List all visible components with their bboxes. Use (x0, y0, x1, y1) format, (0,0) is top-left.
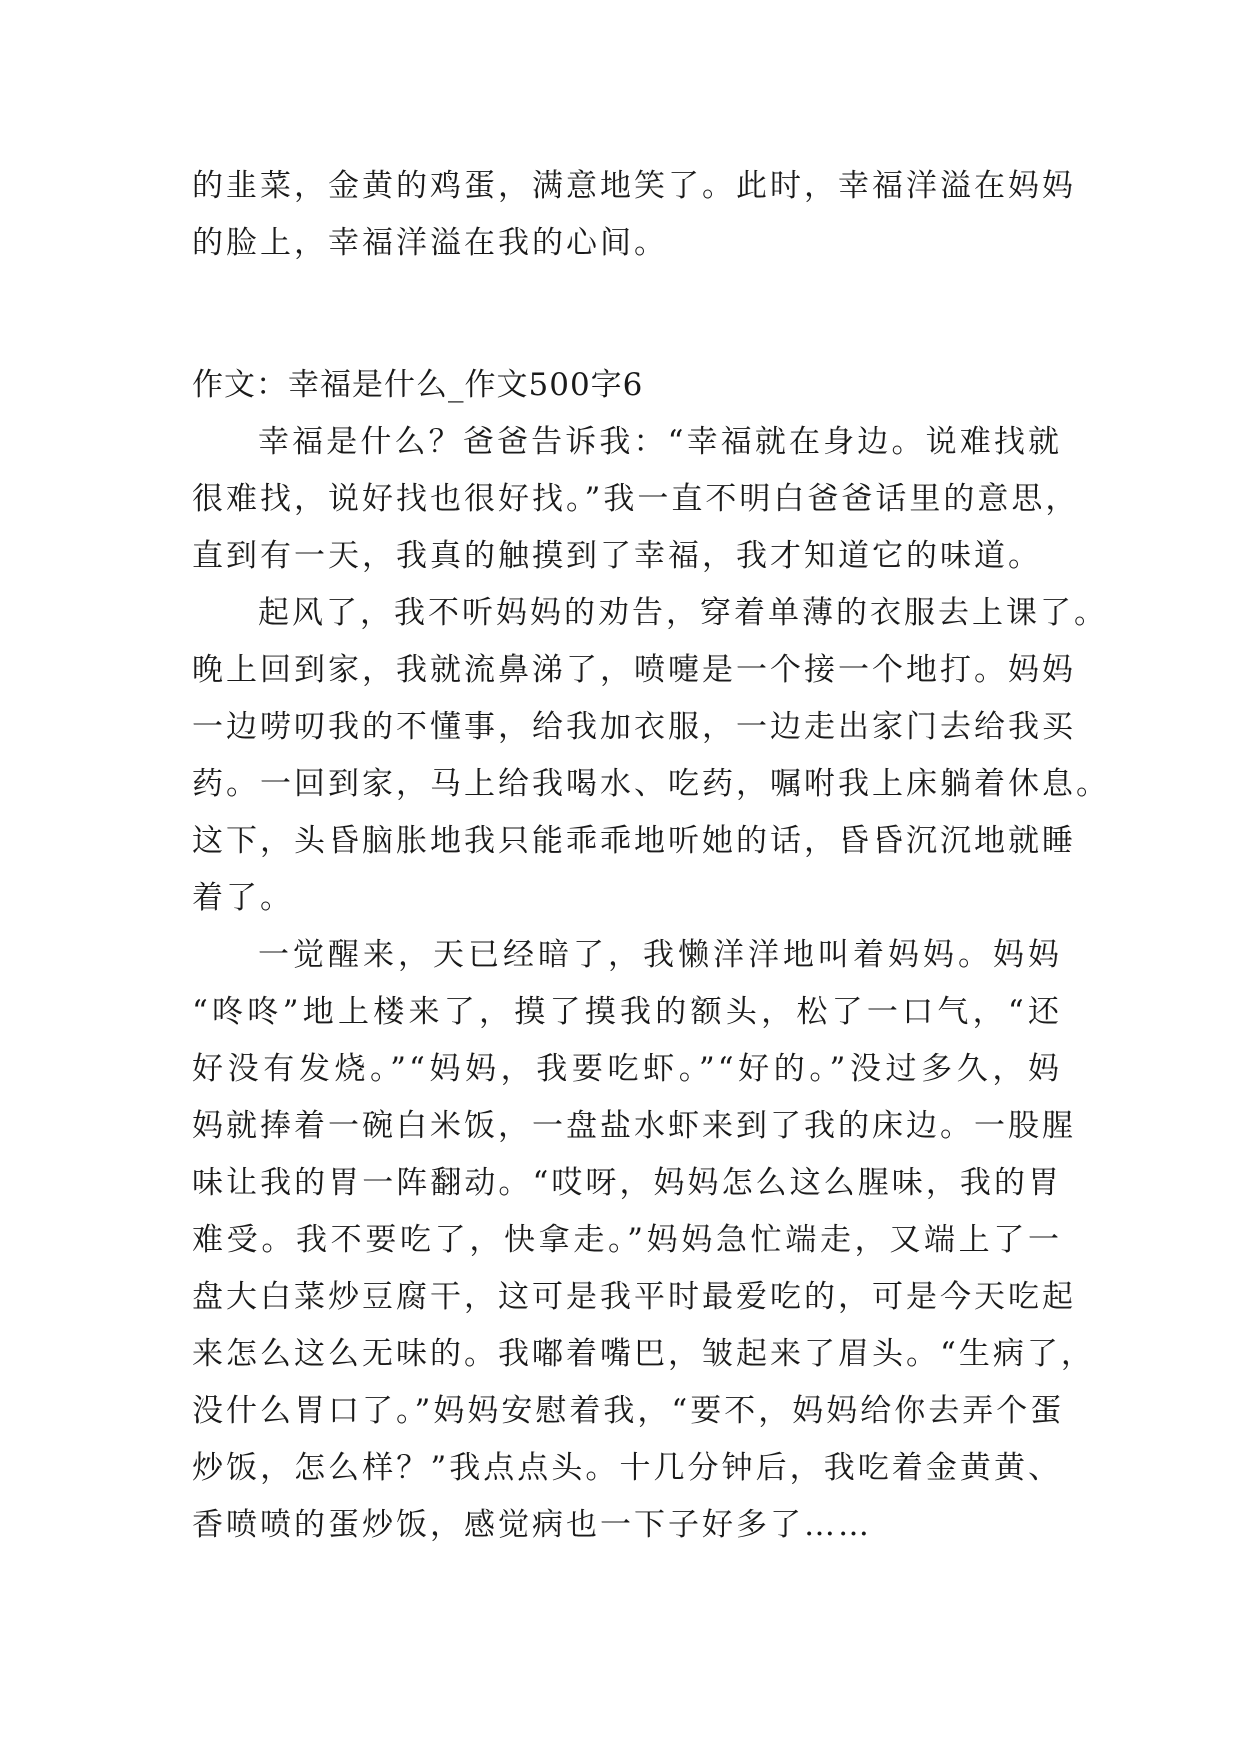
text-line: “咚咚”地上楼来了，摸了摸我的额头，松了一口气，“还 (192, 994, 1062, 1030)
intro-paragraph (192, 158, 1076, 272)
text-line: 直到有一天，我真的触摸到了幸福，我才知道它的味道。 (192, 538, 1042, 574)
text-line: 香喷喷的蛋炒饭，感觉病也一下子好多了…… (192, 1507, 872, 1543)
text-line: 难受。我不要吃了，快拿走。”妈妈急忙端走，又端上了一 (192, 1222, 1062, 1258)
text-line: 来怎么这么无味的。我嘟着嘴巴，皱起来了眉头。“生病了， (192, 1336, 1095, 1372)
text-line: 这下，头昏脑胀地我只能乖乖地听她的话，昏昏沉沉地就睡 (192, 823, 1076, 859)
essay-title: 作文：幸福是什么_作文500字6 (192, 367, 644, 403)
document-body (192, 158, 1110, 1554)
text-line: 的韭菜，金黄的鸡蛋，满意地笑了。此时，幸福洋溢在妈妈 (192, 168, 1076, 204)
paragraph-1 (192, 414, 1080, 585)
text-line: 幸福是什么？爸爸告诉我：“幸福就在身边。说难找就 (258, 424, 1062, 460)
text-line: 晚上回到家，我就流鼻涕了，喷嚏是一个接一个地打。妈妈 (192, 652, 1076, 688)
paragraph-3 (192, 927, 1095, 1554)
text-line: 很难找，说好找也很好找。”我一直不明白爸爸话里的意思， (192, 481, 1080, 517)
text-line: 盘大白菜炒豆腐干，这可是我平时最爱吃的，可是今天吃起 (192, 1279, 1076, 1315)
text-line: 的脸上，幸福洋溢在我的心间。 (192, 225, 668, 261)
text-line: 味让我的胃一阵翻动。“哎呀，妈妈怎么这么腥味，我的胃 (192, 1165, 1062, 1201)
text-line: 没什么胃口了。”妈妈安慰着我，“要不，妈妈给你去弄个蛋 (192, 1393, 1065, 1429)
text-line: 一觉醒来，天已经暗了，我懒洋洋地叫着妈妈。妈妈 (258, 937, 1062, 973)
text-line: 炒饭，怎么样？”我点点头。十几分钟后，我吃着金黄黄、 (192, 1450, 1062, 1486)
text-line: 药。一回到家，马上给我喝水、吃药，嘱咐我上床躺着休息。 (192, 766, 1110, 802)
text-line: 起风了，我不听妈妈的劝告，穿着单薄的衣服去上课了。 (258, 595, 1108, 631)
paragraph-2 (192, 585, 1110, 927)
text-line: 好没有发烧。”“妈妈，我要吃虾。”“好的。”没过多久，妈 (192, 1051, 1062, 1087)
text-line: 一边唠叨我的不懂事，给我加衣服，一边走出家门去给我买 (192, 709, 1076, 745)
text-line: 妈就捧着一碗白米饭，一盘盐水虾来到了我的床边。一股腥 (192, 1108, 1076, 1144)
text-line: 着了。 (192, 880, 294, 916)
